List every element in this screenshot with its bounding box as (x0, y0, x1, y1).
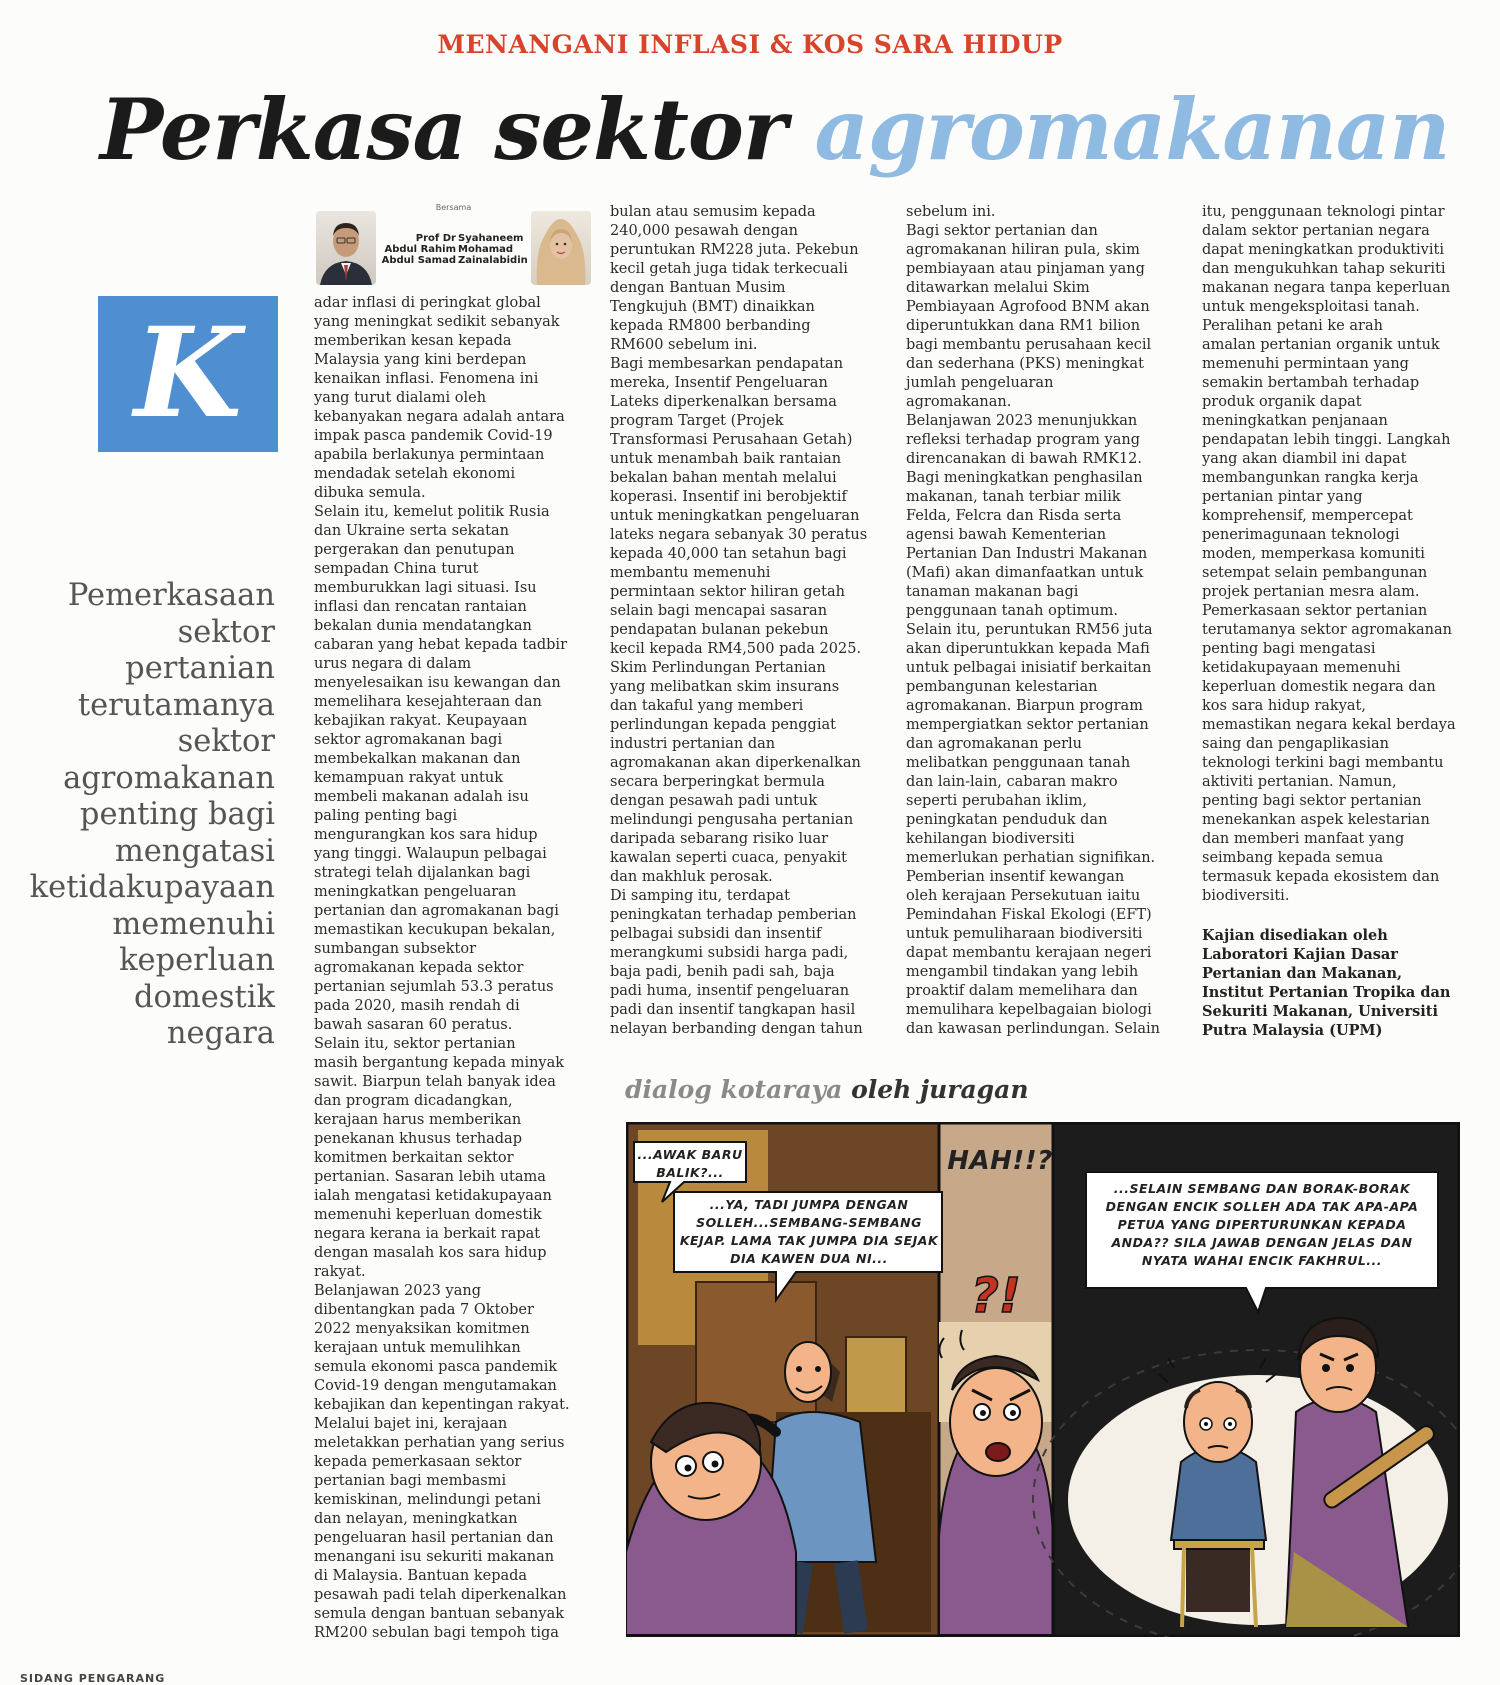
author-byline (316, 203, 591, 285)
headline-part-dark: Perkasa sektor (100, 80, 787, 179)
byline-label: Bersama (435, 203, 472, 212)
drop-cap: K (98, 296, 278, 452)
speech-bubble-3: ...SELAIN SEMBANG DAN BORAK-BORAK DENGAN ENCIK SOLLEH ADA TAK APA-APA PETUA YANG DIPERTURUNKAN KEPADA ANDA?? SILA JAWAB DENGAN JELAS DAN NYATA WAHAI ENCIK FAKHRUL... (1105, 1181, 1419, 1268)
comic-title-series: dialog kotaraya (625, 1075, 843, 1104)
author-name-1: Prof Dr Abdul Rahim Abdul Samad (381, 233, 456, 266)
svg-text:?!: ?! (971, 1268, 1021, 1324)
article-column-3: sebelum ini. Bagi sektor pertanian dan agromakanan hiliran pula, skim pembiayaan atau pinjaman yang ditawarkan melalui Skim Pembiayaan Agrofood BNM akan diperuntukkan dana RM1 bilion bagi membantu perusahaan kecil dan sederhana (PKS) meningkat jumlah pengeluaran agromakanan. Belanjawan 2023 menunjukkan refleksi terhadap program yang direncanakan di bawah RMK12. Bagi meningkatkan penghasilan makanan, tanah terbiar milik Felda, Felcra dan Risda serta agensi bawah Kementerian Pertanian Dan Industri Makanan (Mafi) akan dimanfaatkan untuk tanaman makanan bagi penggunaan tanah optimum. Selain itu, peruntukan RM56 juta akan diperuntukkan kepada Mafi untuk pelbagai inisiatif berkaitan pembangunan kelestarian agromakanan. Biarpun program mempergiatkan sektor pertanian dan agromakanan perlu melibatkan penggunaan tanah dan lain-lain, cabaran makro seperti perubahan iklim, peningkatan penduduk dan kehilangan biodiversiti memerlukan perhatian signifikan. Pemberian insentif kewangan oleh kerajaan Persekutuan iaitu Pemindahan Fiskal Ekologi (EFT) untuk pemuliharaan biodiversiti dapat membantu kerajaan negeri mengambil tindakan yang lebih proaktif dalam memelihara dan memulihara kepelbagaian biologi dan kawasan perlindungan. Selain (906, 204, 1161, 1037)
research-credit: Kajian disediakan oleh Laboratori Kajian Dasar Pertanian dan Makanan, Institut Pertanian Tropika dan Sekuriti Makanan, Universiti Putra Malaysia (UPM) (1202, 927, 1451, 1039)
headline (100, 80, 1449, 180)
author-photo-2 (531, 211, 591, 285)
comic-title (625, 1075, 1029, 1104)
headline-part-light: agromakanan (814, 80, 1450, 179)
exclamation-hah: HAH!!? (947, 1146, 1053, 1176)
speech-bubble-2: ...YA, TADI JUMPA DENGAN SOLLEH...SEMBANG-SEMBANG KEJAP. LAMA TAK JUMPA DIA SEJAK DIA KAWEN DUA NI... (679, 1197, 939, 1266)
article-column-4: itu, penggunaan teknologi pintar dalam sektor pertanian negara dapat meningkatkan produktiviti dan mengukuhkan tahap sekuriti makanan negara tanpa keperluan untuk mengeksploitasi tanah. Peralihan petani ke arah amalan pertanian organik untuk memenuhi permintaan yang semakin bertambah terhadap produk organik dapat meningkatkan penjanaan pendapatan lebih tinggi. Langkah yang akan diambil ini dapat membangunkan rangka kerja pertanian pintar yang komprehensif, mempercepat penerimagunaan teknologi moden, memperkasa komuniti setempat selain pembangunan projek pertanian mesra alam. Pemerkasaan sektor pertanian terutamanya sektor agromakanan penting bagi mengatasi ketidakupayaan memenuhi keperluan domestik negara dan kos sara hidup rakyat, memastikan negara kekal berdaya saing dan pengaplikasian teknologi terkini bagi membantu aktiviti pertanian. Namun, penting bagi sektor pertanian menekankan aspek kelestarian dan memberi manfaat yang seimbang kepada semua termasuk kepada ekosistem dan biodiversiti. (1202, 204, 1456, 904)
author-name-2: Syahaneem Mohamad Zainalabidin (458, 233, 528, 266)
comic-strip (626, 1122, 1460, 1637)
page-footer-label: SIDANG PENGARANG (20, 1672, 166, 1685)
author-photo-1 (316, 211, 376, 285)
article-column-1: adar inflasi di peringkat global yang meningkat sedikit sebanyak memberikan kesan kepada Malaysia yang kini berdepan kenaikan inflasi. Fenomena ini yang turut dialami oleh kebanyakan negara adalah antara impak pasca pandemik Covid-19 apabila berlakunya permintaan mendadak setelah ekonomi dibuka semula. Selain itu, kemelut politik Rusia dan Ukraine serta sekatan pergerakan dan penutupan sempadan China turut memburukkan lagi situasi. Isu inflasi dan rencatan rantaian bekalan dunia mendatangkan cabaran yang hebat kepada tadbir urus negara di dalam menyelesaikan isu kewangan dan memelihara kesejahteraan dan kebajikan rakyat. Keupayaan sektor agromakanan bagi membekalkan makanan dan kemampuan rakyat untuk membeli makanan adalah isu paling penting bagi mengurangkan kos sara hidup yang tinggi. Walaupun pelbagai strategi telah dijalankan bagi meningkatkan pengeluaran pertanian dan agromakanan bagi memastikan kecukupan bekalan, sumbangan subsektor agromakanan kepada sektor pertanian sejumlah 53.3 peratus pada 2020, masih rendah di bawah sasaran 60 peratus. Selain itu, sektor pertanian masih bergantung kepada minyak sawit. Biarpun telah banyak idea dan program dicadangkan, kerajaan harus memberikan penekanan khusus terhadap komitmen berkaitan sektor pertanian. Sasaran lebih utama ialah mengatasi ketidakupayaan memenuhi keperluan domestik negara kerana ia berkait rapat dengan masalah kos sara hidup rakyat. Belanjawan 2023 yang dibentangkan pada 7 Oktober 2022 menyaksikan komitmen kerajaan untuk memulihkan semula ekonomi pasca pandemik Covid-19 dengan mengutamakan kebajikan dan kepentingan rakyat. Melalui bajet ini, kerajaan meletakkan perhatian yang serius kepada pemerkasaan sektor pertanian bagi membasmi kemiskinan, melindungi petani dan nelayan, meningkatkan pengeluaran hasil pertanian dan menangani isu sekuriti makanan di Malaysia. Bantuan kepada pesawah padi telah diperkenalkan semula dengan bantuan sebanyak RM200 sebulan bagi tempoh tiga (314, 295, 570, 1641)
pull-quote: Pemerkasaan sektor pertanian terutamanya sektor agromakanan penting bagi mengatasi ketidakupayaan memenuhi keperluan domestik negara (29, 578, 275, 1051)
speech-bubble-1: ...AWAK BARU BALIK?... (637, 1147, 743, 1180)
section-kicker: MENANGANI INFLASI & KOS SARA HIDUP (437, 30, 1063, 59)
comic-title-author: oleh juragan (851, 1075, 1029, 1104)
article-column-2: bulan atau semusim kepada 240,000 pesawah dengan peruntukan RM228 juta. Pekebun kecil getah juga tidak terkecuali dengan Bantuan Musim Tengkujuh (BMT) dinaikkan kepada RM800 berbanding RM600 sebelum ini. Bagi membesarkan pendapatan mereka, Insentif Pengeluaran Lateks diperkenalkan bersama program Target (Projek Transformasi Perusahaan Getah) untuk menambah baik rantaian bekalan bahan mentah melalui koperasi. Insentif ini berobjektif untuk meningkatkan pengeluaran lateks negara sebanyak 30 peratus kepada 40,000 tan setahun bagi membantu memenuhi permintaan sektor hiliran getah selain bagi mencapai sasaran pendapatan bulanan pekebun kecil kepada RM4,500 pada 2025. Skim Perlindungan Pertanian yang melibatkan skim insurans dan takaful yang memberi perlindungan kepada penggiat industri pertanian dan agromakanan akan diperkenalkan secara berperingkat bermula dengan pesawah padi untuk melindungi pengusaha pertanian daripada sebarang risiko luar kawalan seperti cuaca, penyakit dan makhluk perosak. Di samping itu, terdapat peningkatan terhadap pemberian pelbagai subsidi dan insentif merangkumi subsidi harga padi, baja padi, benih padi sah, baja padi huma, insentif pengeluaran padi dan insentif tangkapan hasil nelayan berbanding dengan tahun (610, 204, 868, 1037)
